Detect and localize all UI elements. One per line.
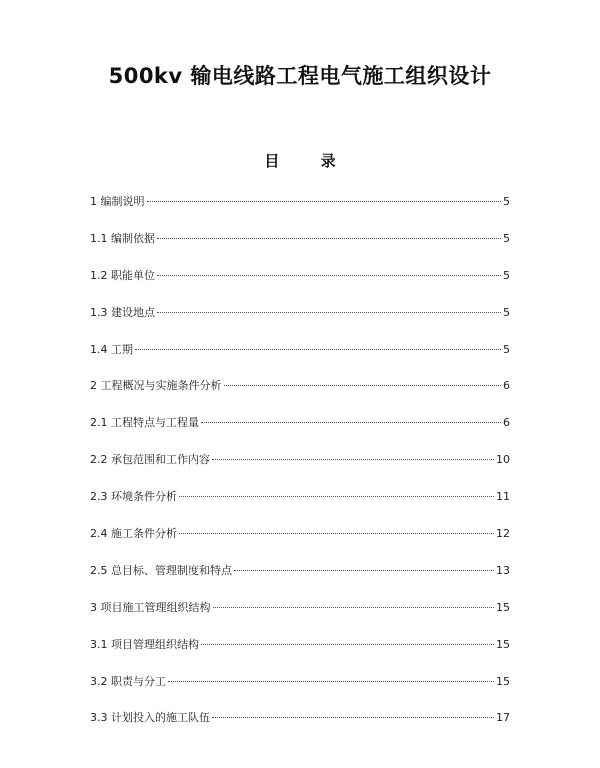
toc-entry[interactable]	[90, 673, 510, 710]
toc-entry[interactable]	[90, 341, 510, 378]
toc-dot-leader	[135, 349, 501, 350]
toc-entry[interactable]	[90, 636, 510, 673]
toc-dot-leader	[157, 312, 501, 313]
toc-entry-label: 3.3 计划投入的施工队伍	[90, 711, 210, 725]
toc-entry[interactable]	[90, 488, 510, 525]
toc-entry[interactable]	[90, 709, 510, 746]
toc-entry-page: 13	[496, 563, 510, 577]
toc-dot-leader	[234, 570, 494, 571]
toc-entry-page: 10	[496, 453, 510, 467]
toc-entry[interactable]	[90, 451, 510, 488]
toc-entry-page: 5	[503, 195, 510, 208]
toc-entry-page: 5	[503, 305, 510, 319]
toc-entry-page: 15	[496, 600, 510, 614]
toc-entry[interactable]	[90, 193, 510, 230]
toc-entry-label: 3.1 项目管理组织结构	[90, 637, 199, 651]
toc-entry-page: 5	[503, 268, 510, 282]
toc-entry-page: 12	[496, 527, 510, 541]
toc-entry-label: 1.2 职能单位	[90, 268, 155, 282]
toc-dot-leader	[157, 275, 501, 276]
document-title: 500kv 输电线路工程电气施工组织设计	[108, 64, 492, 88]
toc-entry[interactable]	[90, 525, 510, 562]
toc-entry-label: 2.5 总目标、管理制度和特点	[90, 563, 232, 577]
toc-entry-page: 15	[496, 637, 510, 651]
toc-entry-label: 3.2 职责与分工	[90, 674, 166, 688]
toc-entry[interactable]	[90, 267, 510, 304]
toc-dot-leader	[179, 533, 494, 534]
toc-entry-label: 2 工程概况与实施条件分析	[90, 379, 222, 393]
toc-entry-label: 3 项目施工管理组织结构	[90, 600, 211, 614]
table-of-contents	[90, 193, 510, 746]
toc-dot-leader	[201, 422, 501, 423]
toc-entry-label: 1 编制说明	[90, 195, 145, 208]
toc-entry-page: 5	[503, 342, 510, 356]
toc-dot-leader	[212, 717, 494, 718]
toc-heading: 目 录	[264, 152, 354, 170]
toc-entry[interactable]	[90, 377, 510, 414]
toc-entry-label: 2.4 施工条件分析	[90, 527, 177, 541]
toc-entry-page: 17	[496, 711, 510, 725]
toc-dot-leader	[168, 681, 494, 682]
toc-entry-label: 1.1 编制依据	[90, 231, 155, 245]
toc-entry[interactable]	[90, 230, 510, 267]
toc-entry-label: 2.2 承包范围和工作内容	[90, 453, 210, 467]
toc-dot-leader	[147, 201, 502, 202]
toc-dot-leader	[213, 607, 495, 608]
toc-dot-leader	[157, 238, 501, 239]
toc-entry[interactable]	[90, 599, 510, 636]
toc-entry-label: 1.4 工期	[90, 342, 133, 356]
toc-entry-page: 5	[503, 231, 510, 245]
toc-entry[interactable]	[90, 414, 510, 451]
toc-entry[interactable]	[90, 562, 510, 599]
toc-entry[interactable]	[90, 304, 510, 341]
toc-dot-leader	[179, 496, 494, 497]
toc-entry-label: 2.3 环境条件分析	[90, 490, 177, 504]
toc-entry-page: 15	[496, 674, 510, 688]
toc-entry-label: 2.1 工程特点与工程量	[90, 416, 199, 430]
toc-dot-leader	[201, 644, 494, 645]
toc-entry-page: 6	[503, 416, 510, 430]
toc-entry-page: 6	[503, 379, 510, 393]
toc-entry-page: 11	[496, 490, 510, 504]
toc-entry-label: 1.3 建设地点	[90, 305, 155, 319]
toc-dot-leader	[224, 385, 502, 386]
toc-dot-leader	[212, 459, 494, 460]
